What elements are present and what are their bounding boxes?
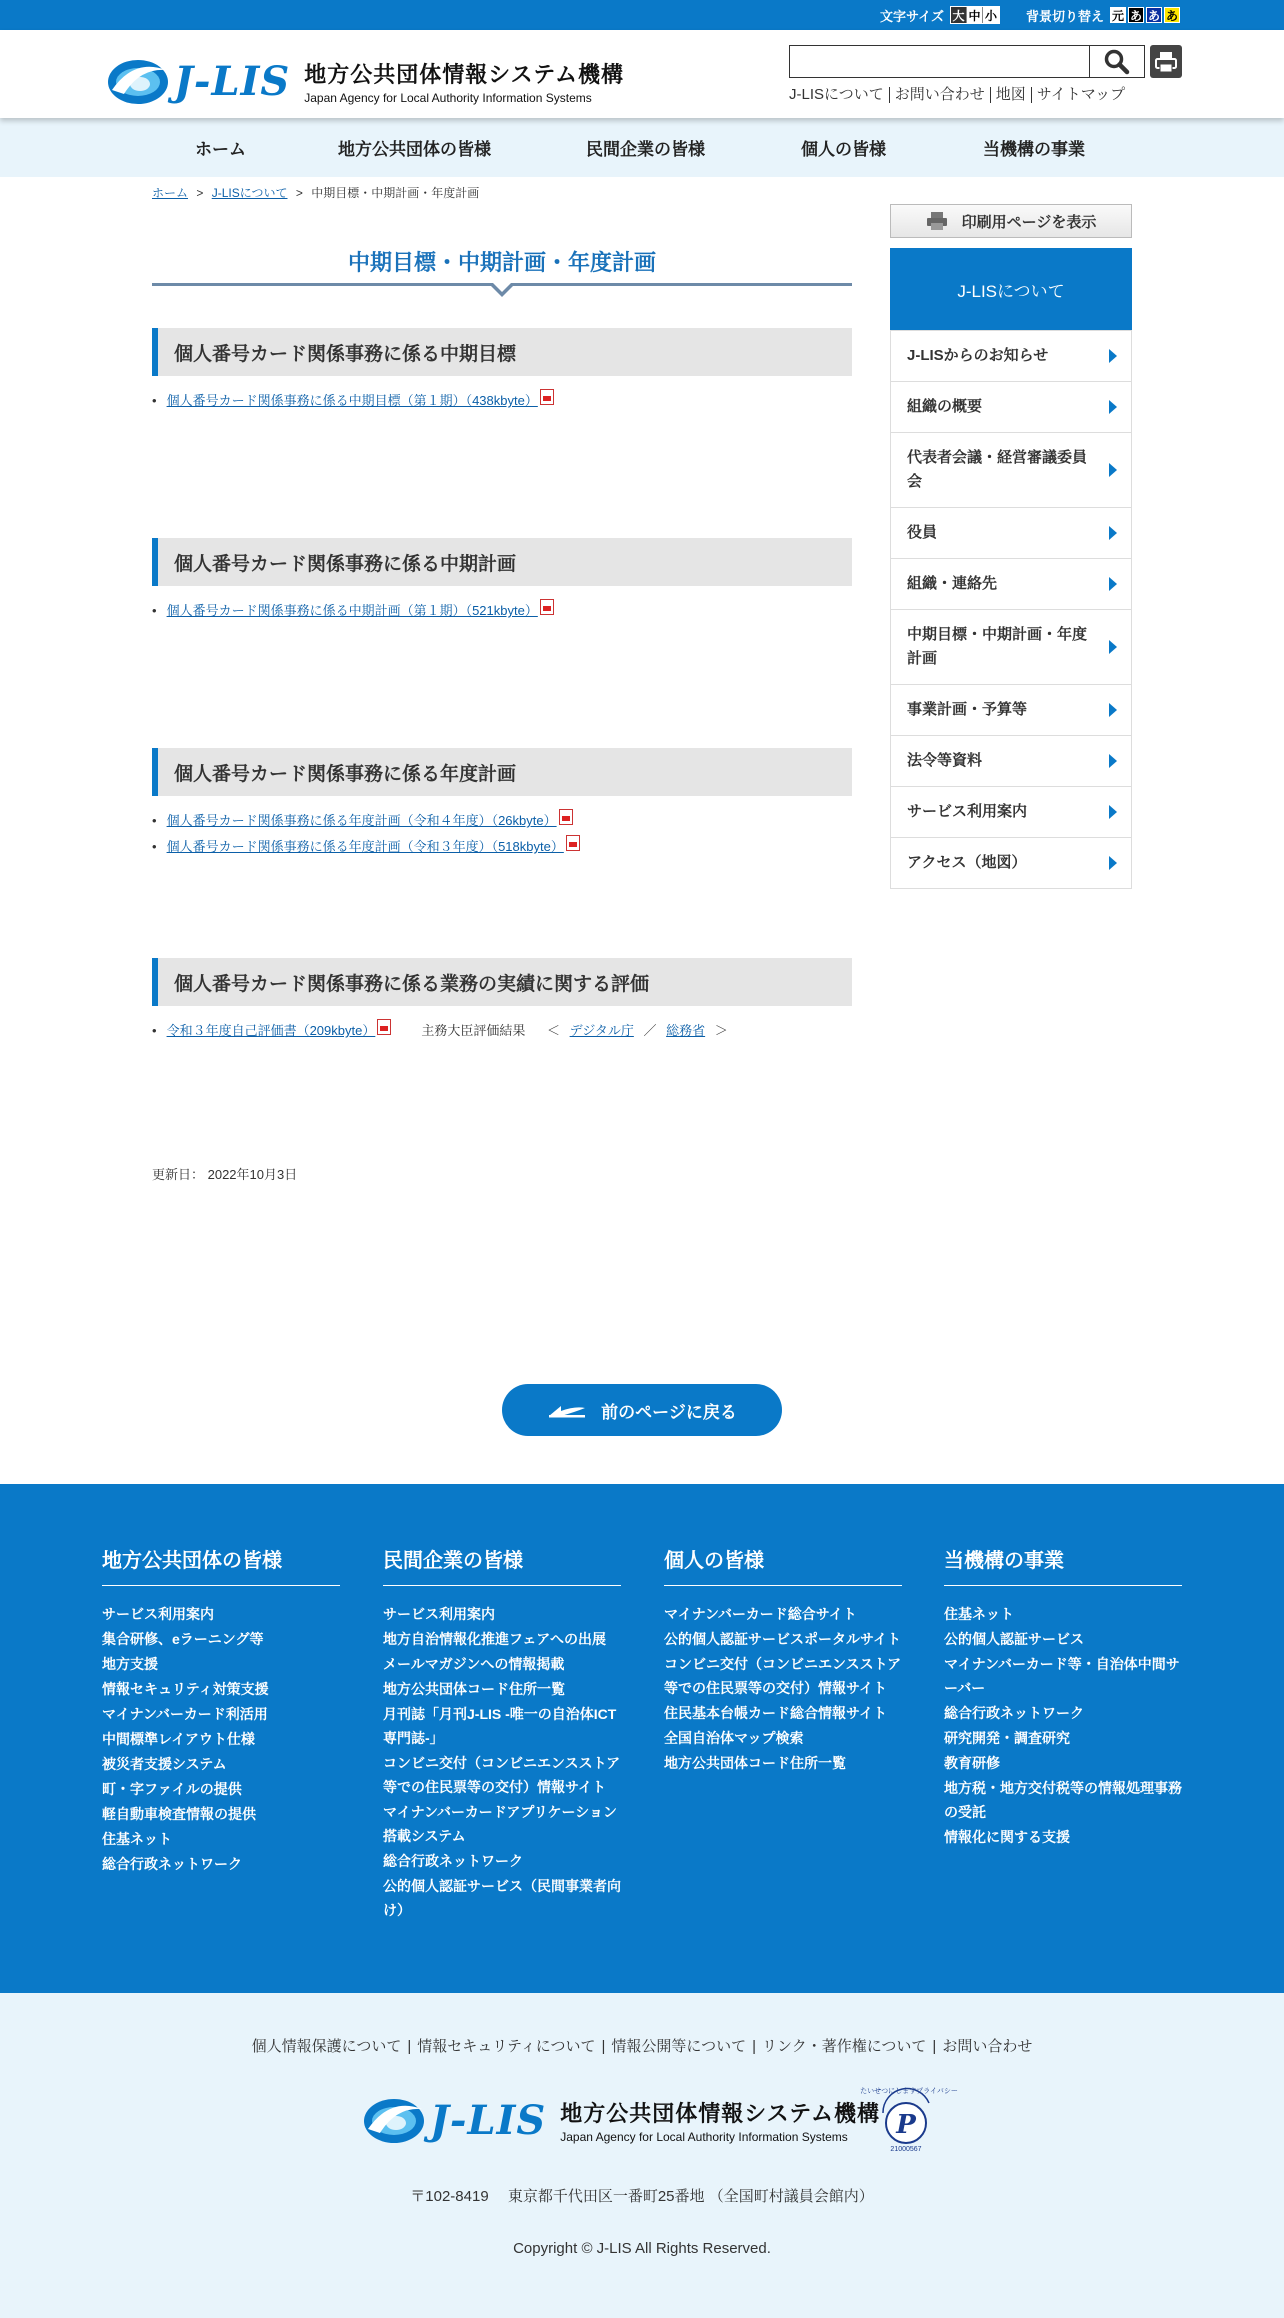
back-label: 前のページに戻る bbox=[601, 1402, 737, 1422]
print-page-button[interactable] bbox=[890, 204, 1132, 238]
bg-yellow-button[interactable]: あ bbox=[1165, 8, 1178, 23]
font-size-small-button[interactable]: 小 bbox=[984, 8, 997, 23]
footer-link[interactable]: 町・字ファイルの提供 bbox=[102, 1781, 242, 1797]
evaluation-bracket: ＞ bbox=[714, 1023, 728, 1038]
arrow-right-icon bbox=[1109, 349, 1117, 363]
copyright: Copyright © J-LIS All Rights Reserved. bbox=[513, 2240, 771, 2257]
footer-link[interactable]: 月刊誌「月刊J-LIS -唯一の自治体ICT専門誌-」 bbox=[383, 1706, 617, 1746]
breadcrumb bbox=[0, 184, 1284, 204]
breadcrumb-about[interactable]: J-LISについて bbox=[211, 186, 288, 200]
header-link-sitemap[interactable]: サイトマップ bbox=[1031, 87, 1130, 103]
bg-black-button[interactable]: あ bbox=[1129, 8, 1142, 23]
sidebar-item-plans[interactable] bbox=[891, 609, 1131, 684]
background-label: 背景切り替え bbox=[1025, 8, 1104, 24]
list-item bbox=[152, 598, 852, 624]
footer-logo[interactable] bbox=[360, 2093, 880, 2147]
site-search bbox=[789, 45, 1145, 78]
sidebar-item-contacts[interactable] bbox=[891, 558, 1131, 609]
sidebar-item-label: サービス利用案内 bbox=[907, 803, 1028, 820]
footer-link[interactable]: 地方税・地方交付税等の情報処理事務の受託 bbox=[944, 1780, 1182, 1820]
header-links bbox=[789, 87, 1130, 103]
font-size-large-button[interactable]: 大 bbox=[951, 7, 967, 23]
footer-link[interactable]: サービス利用案内 bbox=[102, 1606, 214, 1622]
list-item bbox=[152, 388, 852, 414]
footer-link[interactable]: 集合研修、eラーニング等 bbox=[102, 1631, 264, 1647]
pdf-icon bbox=[559, 809, 573, 825]
sidebar-item-council[interactable] bbox=[891, 432, 1131, 507]
pdf-icon bbox=[540, 599, 554, 615]
background-switcher bbox=[1110, 7, 1180, 23]
global-nav bbox=[0, 118, 1284, 177]
gnav-individuals[interactable]: 個人の皆様 bbox=[801, 140, 886, 159]
search-icon bbox=[1104, 49, 1130, 75]
jlis-swirl-icon bbox=[360, 2093, 428, 2147]
org-name-jp: 地方公共団体情報システム機構 bbox=[560, 2100, 881, 2126]
section-heading: 個人番号カード関係事務に係る中期計画 bbox=[152, 538, 852, 586]
arrow-right-icon bbox=[1109, 526, 1117, 540]
svg-text:たいせつにしますプライバシー: たいせつにしますプライバシー bbox=[860, 2088, 958, 2095]
footer-link[interactable]: 住基ネット bbox=[102, 1831, 172, 1847]
gnav-our-business[interactable]: 当機構の事業 bbox=[983, 140, 1085, 159]
updated-date: 更新日： 2022年10月3日 bbox=[152, 1167, 298, 1182]
footer-link-copyright[interactable]: | リンク・著作権について bbox=[746, 2038, 926, 2055]
footer-link[interactable]: サービス利用案内 bbox=[383, 1606, 495, 1622]
footer-column-title[interactable]: 個人の皆様 bbox=[664, 1544, 902, 1586]
header-link-about[interactable]: J-LISについて bbox=[789, 86, 884, 103]
section-heading: 個人番号カード関係事務に係る年度計画 bbox=[152, 748, 852, 796]
sidebar-item-overview[interactable] bbox=[891, 381, 1131, 432]
footer-link[interactable]: 情報セキュリティ対策支援 bbox=[102, 1681, 269, 1697]
list-item bbox=[152, 1018, 852, 1044]
document-link[interactable]: • 令和３年度自己評価書（209kbyte） bbox=[166, 1023, 376, 1038]
jlis-swirl-icon bbox=[104, 54, 172, 108]
logo-wordmark: J-LIS bbox=[430, 2096, 547, 2144]
arrow-right-icon bbox=[1109, 577, 1117, 591]
document-link[interactable]: • 個人番号カード関係事務に係る中期目標（第１期）（438kbyte） bbox=[166, 393, 538, 408]
footer-link[interactable]: メールマガジンへの情報掲載 bbox=[383, 1656, 565, 1672]
main-area bbox=[0, 204, 1284, 1484]
page-title-text: 中期目標・中期計画・年度計画 bbox=[347, 250, 656, 275]
sidebar-item-label: 事業計画・予算等 bbox=[907, 701, 1028, 718]
arrow-right-icon bbox=[1109, 463, 1117, 477]
gnav-business[interactable]: 民間企業の皆様 bbox=[586, 140, 705, 159]
arrow-right-icon bbox=[1109, 754, 1117, 768]
document-link[interactable]: • 個人番号カード関係事務に係る年度計画（令和３年度）（518kbyte） bbox=[166, 839, 564, 854]
list-item bbox=[152, 808, 852, 834]
breadcrumb-home[interactable]: ホーム bbox=[152, 186, 189, 200]
section-annual-plan bbox=[152, 748, 852, 860]
sidebar-item-label: 組織の概要 bbox=[907, 398, 983, 415]
header-link-map[interactable]: 地図 bbox=[990, 87, 1031, 103]
main-content bbox=[152, 204, 852, 1183]
digital-agency-link[interactable]: デジタル庁 bbox=[569, 1023, 634, 1038]
breadcrumb-separator: > bbox=[196, 186, 204, 200]
utility-bar bbox=[0, 0, 1284, 30]
footer-link[interactable]: 地方公共団体コード住所一覧 bbox=[383, 1681, 565, 1697]
sidebar-item-officers[interactable] bbox=[891, 507, 1131, 558]
section-mid-term-plan bbox=[152, 538, 852, 624]
org-name-jp: 地方公共団体情報システム機構 bbox=[304, 61, 625, 87]
evaluation-bracket: ＜ bbox=[546, 1023, 560, 1038]
font-size-switcher bbox=[950, 6, 1000, 24]
back-arrow-icon bbox=[547, 1402, 587, 1418]
page-title bbox=[152, 246, 852, 286]
evaluation-label: 主務大臣評価結果 bbox=[421, 1023, 526, 1038]
footer-column-individuals bbox=[664, 1544, 902, 1776]
sidebar-item-label: 役員 bbox=[907, 524, 938, 541]
footer-link[interactable]: コンビニ交付（コンビニエンスストア等での住民票等の交付）情報サイト bbox=[664, 1656, 902, 1696]
footer-link[interactable]: コンビニ交付（コンビニエンスストア等での住民票等の交付）情報サイト bbox=[383, 1755, 621, 1795]
font-size-medium-button[interactable]: 中 bbox=[967, 7, 983, 23]
sidebar-item-label: アクセス（地図） bbox=[907, 854, 1027, 871]
mic-link[interactable]: 総務省 bbox=[666, 1023, 706, 1038]
footer-bottom-links bbox=[0, 1993, 1284, 2056]
print-button[interactable] bbox=[1150, 45, 1182, 78]
pdf-icon bbox=[540, 389, 554, 405]
footer-link-disclosure[interactable]: | 情報公開等について bbox=[595, 2038, 746, 2055]
print-page-label: 印刷用ページを表示 bbox=[961, 213, 1097, 231]
footer-link-security[interactable]: | 情報セキュリティについて bbox=[401, 2038, 595, 2055]
printer-icon bbox=[926, 211, 948, 231]
footer-bottom bbox=[0, 1993, 1284, 2318]
footer-link[interactable]: 総合行政ネットワーク bbox=[102, 1856, 242, 1872]
sidebar-item-budget[interactable] bbox=[891, 684, 1131, 735]
footer-link[interactable]: 住民基本台帳カード総合情報サイト bbox=[664, 1705, 888, 1721]
footer-link[interactable]: マイナンバーカード等・自治体中間サーバー bbox=[944, 1656, 1180, 1696]
minister-evaluation bbox=[421, 1018, 727, 1044]
search-button[interactable] bbox=[1090, 45, 1145, 78]
footer-link[interactable]: 地方支援 bbox=[102, 1656, 158, 1672]
sidebar-item-label: J-LISからのお知らせ bbox=[907, 347, 1049, 364]
sidebar-item-label: 代表者会議・経営審議委員会 bbox=[907, 449, 1088, 490]
site-logo[interactable] bbox=[104, 54, 624, 108]
footer-link-privacy[interactable]: 個人情報保護について bbox=[251, 2038, 402, 2055]
sidebar-item-label: 中期目標・中期計画・年度計画 bbox=[907, 626, 1088, 667]
pdf-icon bbox=[566, 835, 580, 851]
document-link[interactable]: • 個人番号カード関係事務に係る中期計画（第１期）（521kbyte） bbox=[166, 603, 538, 618]
arrow-right-icon bbox=[1109, 703, 1117, 717]
section-heading: 個人番号カード関係事務に係る業務の実績に関する評価 bbox=[152, 958, 852, 1006]
svg-text:P: P bbox=[896, 2110, 916, 2140]
privacy-mark-icon bbox=[860, 2083, 958, 2153]
footer-column-title[interactable]: 当機構の事業 bbox=[944, 1544, 1182, 1586]
logo-wordmark: J-LIS bbox=[174, 57, 291, 105]
sidebar-item-label: 法令等資料 bbox=[907, 752, 983, 769]
document-link[interactable]: • 個人番号カード関係事務に係る年度計画（令和４年度）（26kbyte） bbox=[166, 813, 557, 828]
org-name-en: Japan Agency for Local Authority Information Systems bbox=[560, 2129, 848, 2144]
svg-text:21000567: 21000567 bbox=[890, 2146, 922, 2153]
site-header bbox=[0, 30, 1284, 118]
footer-link[interactable]: 総合行政ネットワーク bbox=[944, 1705, 1084, 1721]
footer-link[interactable]: 地方自治情報化推進フェアへの出展 bbox=[383, 1631, 607, 1647]
section-evaluation bbox=[152, 958, 852, 1044]
pdf-icon bbox=[377, 1019, 391, 1035]
footer-address: 〒102-8419 東京都千代田区一番町25番地 （全国町村議員会館内） bbox=[410, 2188, 874, 2205]
footer-link[interactable]: 公的個人認証サービス（民間事業者向け） bbox=[383, 1878, 621, 1918]
sidebar-title: J-LISについて bbox=[890, 248, 1132, 330]
footer-link[interactable]: 公的個人認証サービスポータルサイト bbox=[664, 1631, 902, 1647]
footer-link[interactable]: 公的個人認証サービス bbox=[944, 1631, 1084, 1647]
footer-link-contact[interactable]: | お問い合わせ bbox=[926, 2038, 1032, 2055]
list-item bbox=[152, 834, 852, 860]
printer-icon bbox=[1154, 50, 1178, 74]
section-mid-term-goal bbox=[152, 328, 852, 414]
footer-link[interactable]: 情報化に関する支援 bbox=[944, 1829, 1070, 1845]
bg-default-button[interactable]: 元 bbox=[1111, 8, 1124, 23]
footer-link[interactable]: マイナンバーカード利活用 bbox=[102, 1706, 268, 1722]
arrow-right-icon bbox=[1109, 400, 1117, 414]
footer-link[interactable]: 住基ネット bbox=[944, 1606, 1014, 1622]
footer-column-title[interactable]: 民間企業の皆様 bbox=[383, 1544, 621, 1586]
footer-column-business bbox=[383, 1544, 621, 1923]
section-heading: 個人番号カード関係事務に係る中期目標 bbox=[152, 328, 852, 376]
footer-link[interactable]: 地方公共団体コード住所一覧 bbox=[664, 1755, 846, 1771]
footer-nav bbox=[0, 1484, 1284, 1993]
footer-column-title[interactable]: 地方公共団体の皆様 bbox=[102, 1544, 340, 1586]
sidebar-menu bbox=[890, 330, 1132, 889]
sidebar bbox=[890, 204, 1132, 889]
gnav-home[interactable]: ホーム bbox=[195, 140, 246, 159]
footer-column-our-business bbox=[944, 1544, 1182, 1850]
footer-link[interactable]: 総合行政ネットワーク bbox=[383, 1853, 523, 1869]
font-size-label: 文字サイズ bbox=[880, 8, 944, 24]
title-arrow-icon bbox=[488, 283, 516, 297]
gnav-local-gov[interactable]: 地方公共団体の皆様 bbox=[338, 140, 491, 159]
sidebar-item-news[interactable] bbox=[891, 330, 1131, 381]
sidebar-item-label: 組織・連絡先 bbox=[907, 575, 998, 592]
footer-link[interactable]: マイナンバーカードアプリケーション搭載システム bbox=[383, 1804, 617, 1844]
footer-link[interactable]: 教育研修 bbox=[944, 1755, 1000, 1771]
sidebar-item-service[interactable] bbox=[891, 786, 1131, 837]
search-input[interactable] bbox=[789, 45, 1090, 78]
bg-blue-button[interactable]: あ bbox=[1147, 8, 1160, 23]
footer-link[interactable]: 中間標準レイアウト仕様 bbox=[102, 1731, 255, 1747]
breadcrumb-current: 中期目標・中期計画・年度計画 bbox=[311, 186, 480, 200]
org-name-en: Japan Agency for Local Authority Information Systems bbox=[304, 90, 592, 105]
footer-link[interactable]: マイナンバーカード総合サイト bbox=[664, 1606, 857, 1622]
arrow-right-icon bbox=[1109, 856, 1117, 870]
breadcrumb-separator: > bbox=[295, 186, 303, 200]
footer-link[interactable]: 被災者支援システム bbox=[102, 1756, 227, 1772]
evaluation-slash: ／ bbox=[643, 1023, 657, 1038]
sidebar-item-access[interactable] bbox=[891, 837, 1131, 888]
footer-link[interactable]: 研究開発・調査研究 bbox=[944, 1730, 1070, 1746]
footer-link[interactable]: 軽自動車検査情報の提供 bbox=[102, 1806, 256, 1822]
arrow-right-icon bbox=[1109, 805, 1117, 819]
sidebar-item-laws[interactable] bbox=[891, 735, 1131, 786]
back-button[interactable] bbox=[502, 1384, 782, 1436]
arrow-right-icon bbox=[1109, 640, 1117, 654]
footer-column-local-gov bbox=[102, 1544, 340, 1877]
header-link-contact[interactable]: お問い合わせ bbox=[889, 87, 990, 103]
footer-link[interactable]: 全国自治体マップ検索 bbox=[664, 1730, 804, 1746]
